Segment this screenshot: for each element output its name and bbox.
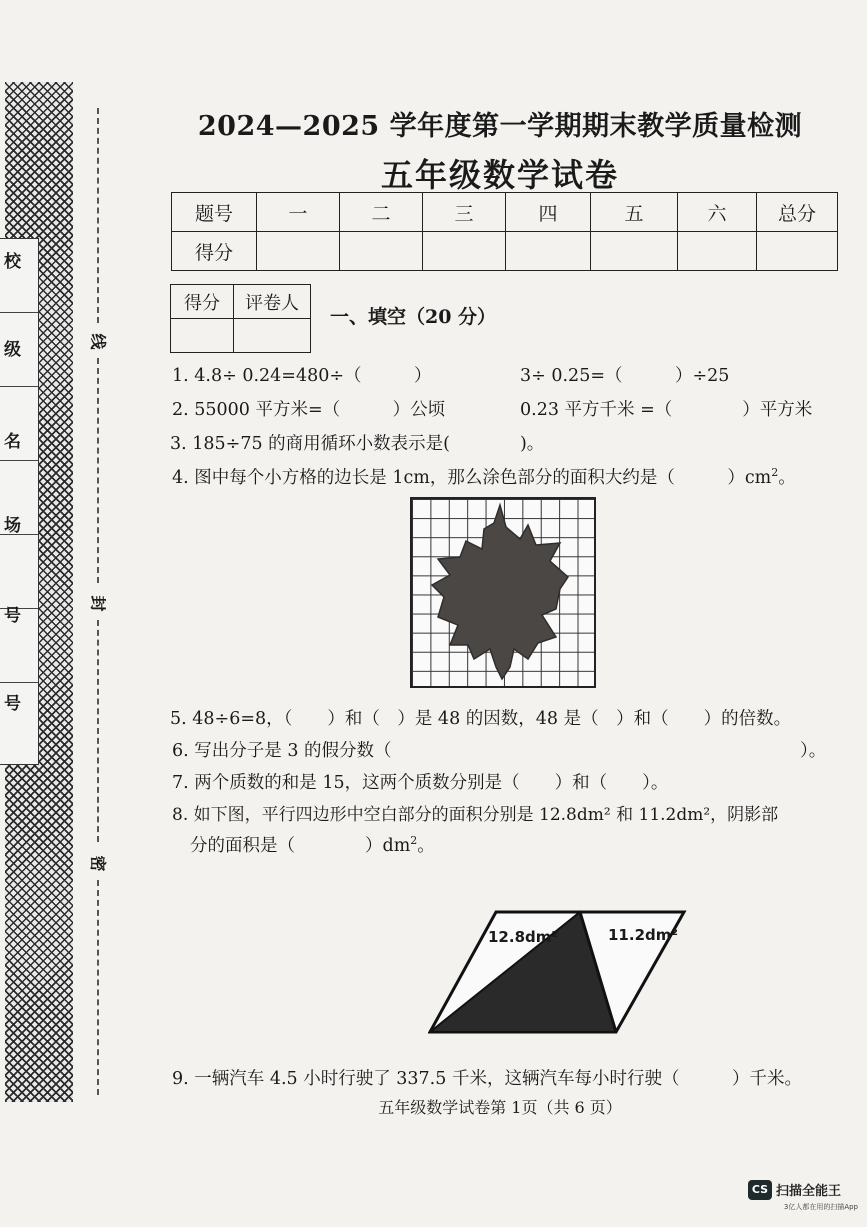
scanner-app-name: 扫描全能王 — [776, 1184, 842, 1199]
question-6: 6. 写出分子是 3 的假分数（ — [172, 741, 392, 761]
panel-label-name: 名 — [4, 432, 21, 452]
question-8-line1: 8. 如下图，平行四边形中空白部分的面积分别是 12.8dm² 和 11.2dm²，阴影部 — [172, 805, 779, 825]
score-header-cell: 三 — [423, 193, 506, 232]
grader-table — [170, 284, 311, 353]
label-right-area: 11.2dm² — [608, 926, 678, 944]
maple-leaf-icon — [410, 497, 596, 688]
question-1a: 1. 4.8÷ 0.24=480÷（ ） — [172, 366, 432, 386]
score-cell[interactable] — [257, 232, 340, 271]
scanner-logo-icon: CS — [748, 1180, 772, 1200]
grader-score-label: 得分 — [171, 285, 234, 319]
score-header-cell: 五 — [591, 193, 678, 232]
score-table — [171, 192, 838, 271]
question-4: 4. 图中每个小方格的边长是 1cm，那么涂色部分的面积大约是（ ）$cm^2$。 — [172, 466, 796, 488]
score-cell[interactable] — [340, 232, 423, 271]
question-8-line2: 分的面积是（ ）$dm^2$。 — [190, 834, 435, 856]
question-9: 9. 一辆汽车 4.5 小时行驶了 337.5 千米，这辆汽车每小时行驶（ ）千米。 — [172, 1069, 802, 1089]
score-cell[interactable] — [591, 232, 678, 271]
question-1b: 3÷ 0.25=（ ）÷25 — [520, 366, 730, 386]
question-2b: 0.23 平方千米 =（ ）平方米 — [520, 400, 813, 420]
panel-label-school: 校 — [4, 252, 21, 272]
section-title: 一、填空（20 分） — [330, 306, 497, 328]
grader-score-cell[interactable] — [171, 319, 234, 353]
page-footer: 五年级数学试卷第 1页（共 6 页） — [378, 1098, 622, 1117]
score-cell[interactable] — [506, 232, 591, 271]
question-3: 3. 185÷75 的商用循环小数表示是( )。 — [170, 434, 545, 454]
score-header-cell: 二 — [340, 193, 423, 232]
panel-label-class: 级 — [4, 340, 21, 360]
mark-secret: 密 — [88, 855, 108, 872]
question-7: 7. 两个质数的和是 15，这两个质数分别是（ ）和（ ）。 — [172, 773, 669, 793]
score-cell[interactable] — [423, 232, 506, 271]
score-row-label: 得分 — [172, 232, 257, 271]
cut-line — [97, 108, 99, 323]
score-header-cell: 总分 — [757, 193, 838, 232]
scanner-tagline: 3亿人都在用的扫描App — [783, 1203, 858, 1211]
grader-name-label: 评卷人 — [234, 285, 311, 319]
panel-label-number: 号 — [4, 606, 21, 626]
exam-title: 2024—2025 学年度第一学期期末教学质量检测 — [197, 111, 803, 142]
score-header-cell: 题号 — [172, 193, 257, 232]
panel-label-room: 场 — [4, 516, 21, 536]
mark-line: 线 — [88, 333, 108, 350]
mark-seal: 封 — [88, 595, 108, 612]
question-5: 5. 48÷6=8，（ ）和（ ）是 48 的因数，48 是（ ）和（ ）的倍数。 — [170, 709, 792, 729]
label-left-area: 12.8dm² — [488, 928, 558, 946]
question-2a: 2. 55000 平方米=（ ）公顷 — [172, 400, 446, 420]
grader-name-cell[interactable] — [234, 319, 311, 353]
cut-line — [97, 358, 99, 583]
score-header-cell: 一 — [257, 193, 340, 232]
cut-line — [97, 620, 99, 842]
score-header-cell: 四 — [506, 193, 591, 232]
question-6-end: ）。 — [800, 741, 827, 761]
score-cell[interactable] — [757, 232, 838, 271]
panel-label-seat: 号 — [4, 694, 21, 714]
scanner-watermark — [748, 1178, 858, 1218]
cut-line — [97, 880, 99, 1095]
score-cell[interactable] — [678, 232, 757, 271]
exam-subtitle: 五年级数学试卷 — [380, 156, 619, 194]
student-info-panel — [0, 238, 39, 765]
score-header-cell: 六 — [678, 193, 757, 232]
